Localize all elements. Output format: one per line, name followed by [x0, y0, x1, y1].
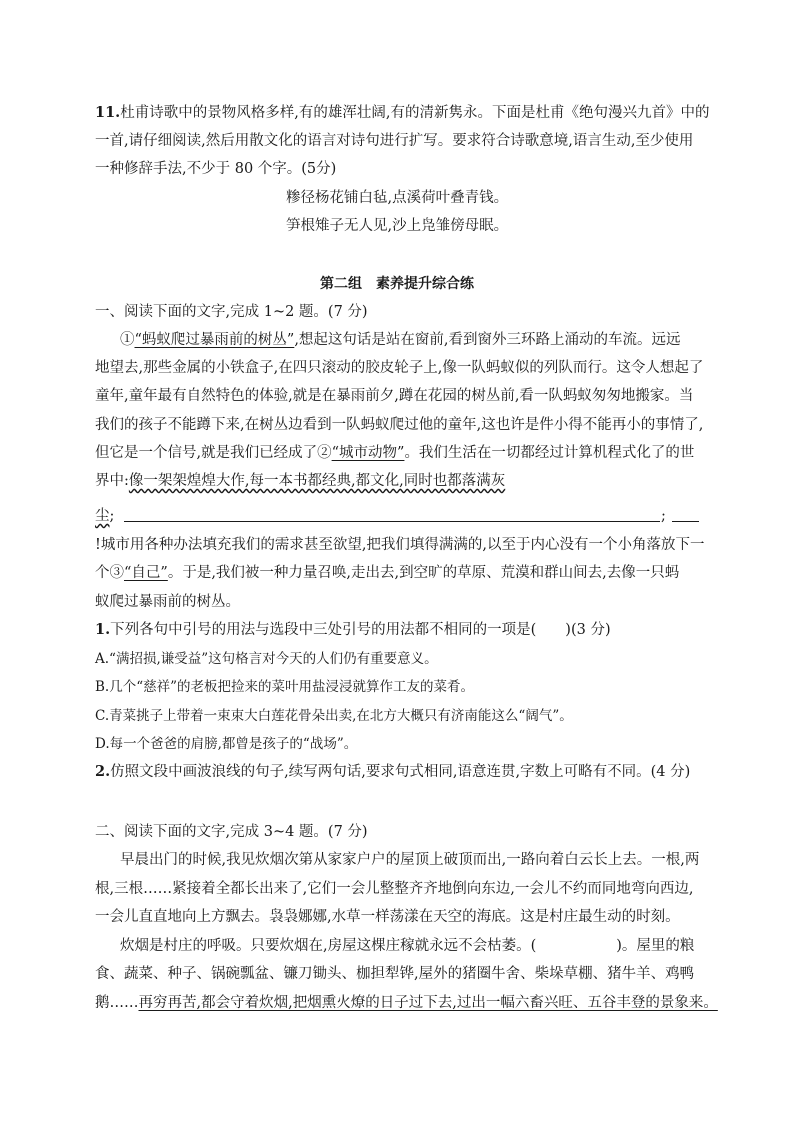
- section1-text: 界中:: [95, 473, 129, 489]
- answer-blank-2[interactable]: [672, 521, 699, 522]
- wavy-sentence-end: 尘: [95, 508, 110, 524]
- poem-line-1: 糁径杨花铺白毡,点溪荷叶叠青钱。: [286, 190, 509, 206]
- section1-text: 但它是一个信号,就是我们已经成了②: [95, 445, 332, 461]
- poem-line-2: 笋根雉子无人见,沙上凫雏傍母眠。: [286, 218, 509, 234]
- q11-line-2: 一首,请仔细阅读,然后用散文化的语言对诗句进行扩写。要求符合诗歌意境,语言生动,至少使用: [95, 133, 694, 149]
- wavy-sentence: 像一架架煌煌大作,每一本书都经典,都文化,同时也都落满灰: [128, 473, 506, 489]
- option-d: D.每一个爸爸的肩膀,都曾是孩子的“战场”。: [95, 736, 358, 752]
- section1-text: 个③: [95, 565, 124, 581]
- section1-text: 。于是,我们被一种力量召唤,走出去,到空旷的草原、荒漠和群山间去,去像一只蚂: [167, 565, 680, 581]
- marker-1: ①: [120, 332, 135, 348]
- section2-text: 鹅……: [95, 995, 139, 1011]
- section2-para-line-4: [120, 936, 694, 956]
- section2-para-line-2: 根,三根……紧接着全都长出来了,它们一会儿整整齐齐地倒向东边,一会儿不约而同地弯向西边,: [95, 881, 694, 897]
- section2-para-line-5: 食、蔬菜、种子、锅碗瓢盆、镰刀锄头、枷担犁铧,屋外的猪圈牛舍、柴垛草棚、猪牛羊、鸡鸭: [95, 966, 695, 982]
- section1-text: 。我们生活在一切都经过计算机程式化了的世: [404, 445, 695, 461]
- section2-text: )。屋里的粮: [616, 938, 695, 954]
- q11-line-1: [95, 103, 709, 123]
- question-2: [95, 762, 690, 782]
- section2-text: 炊烟是村庄的呼吸。只要炊烟在,房屋这棵庄稼就永远不会枯萎。(: [120, 938, 537, 954]
- answer-blank-1[interactable]: [124, 521, 660, 522]
- option-a: A.“满招损,谦受益”这句格言对今天的人们仍有重要意义。: [95, 651, 438, 667]
- section1-heading: 一、阅读下面的文字,完成 1~2 题。(7 分): [95, 304, 368, 320]
- section2-para-line-3: 一会儿直直地向上方飘去。袅袅娜娜,水草一样荡漾在天空的海底。这是村庄最生动的时刻。: [95, 909, 680, 925]
- option-b: B.几个“慈祥”的老板把捡来的菜叶用盐浸浸就算作工友的菜肴。: [95, 679, 475, 695]
- question-1: [95, 620, 611, 640]
- q2-text: 仿照文段中画波浪线的句子,续写两句话,要求句式相同,语意连贯,字数上可略有不同。(4 分): [110, 764, 691, 780]
- section1-para-line-7: [95, 506, 114, 526]
- section1-para-line-3: 童年,童年最有自然特色的体验,就是在暴雨前夕,蹲在花园的树丛前,看一队蚂蚁匆匆地搬家。当: [95, 388, 694, 404]
- underlined-sentence: 再穷再苦,都会守着炊烟,把烟熏火燎的日子过下去,过出一幅六畜兴旺、五谷丰登的景象来。: [138, 995, 718, 1011]
- section1-para-line-4: 我们的孩子不能蹲下来,在树丛边看到一队蚂蚁爬过他的童年,这也许是件小得不能再小的事情了,: [95, 417, 704, 433]
- q11-text-1: 杜甫诗歌中的景物风格多样,有的雄浑壮阔,有的清新隽永。下面是杜甫《绝句漫兴九首》中的: [120, 105, 710, 121]
- quote-1: “蚂蚁爬过暴雨前的树丛”: [134, 332, 295, 348]
- q1-number: 1.: [95, 621, 111, 638]
- section1-para-line-5: [95, 443, 694, 463]
- section2-para-line-1: 早晨出门的时候,我见炊烟次第从家家户户的屋顶上破顶而出,一路向着白云长上去。一根,两: [120, 852, 700, 868]
- q11-line-3: 一种修辞手法,不少于 80 个字。(5分): [95, 161, 337, 177]
- semicolon-2: ;: [661, 508, 666, 524]
- q11-number: 11.: [95, 104, 121, 121]
- section1-para-line-9: [95, 563, 679, 583]
- semicolon-1: ;: [109, 508, 115, 524]
- q1-text: 下列各句中引号的用法与选段中三处引号的用法都不相同的一项是( )(3 分): [110, 622, 611, 638]
- section1-para-line-2: 地望去,那些金属的小铁盒子,在四只滚动的胶皮轮子上,像一队蚂蚁似的列队而行。这令人想起了: [95, 360, 704, 376]
- section1-para-line-10: 蚁爬过暴雨前的树丛。: [95, 594, 240, 610]
- section1-text: ,想起这句话是站在窗前,看到窗外三环路上涌动的车流。远远: [294, 332, 681, 348]
- group2-title: 第二组 素养提升综合练: [320, 276, 474, 292]
- quote-3: “自己”: [124, 565, 168, 581]
- option-c: C.青菜挑子上带着一束束大白莲花骨朵出卖,在北方大概只有济南能这么“阔气”。: [95, 708, 573, 724]
- section1-para-line-8: !城市用各种办法填充我们的需求甚至欲望,把我们填得满满的,以至于内心没有一个小角落放下一: [95, 537, 705, 553]
- quote-2: “城市动物”: [331, 445, 405, 461]
- section2-heading: 二、阅读下面的文字,完成 3~4 题。(7 分): [95, 824, 368, 840]
- q2-number: 2.: [95, 763, 111, 780]
- section1-para-line-6: [95, 471, 505, 491]
- section2-para-line-6: [95, 993, 718, 1013]
- section1-para-line-1: [120, 330, 681, 350]
